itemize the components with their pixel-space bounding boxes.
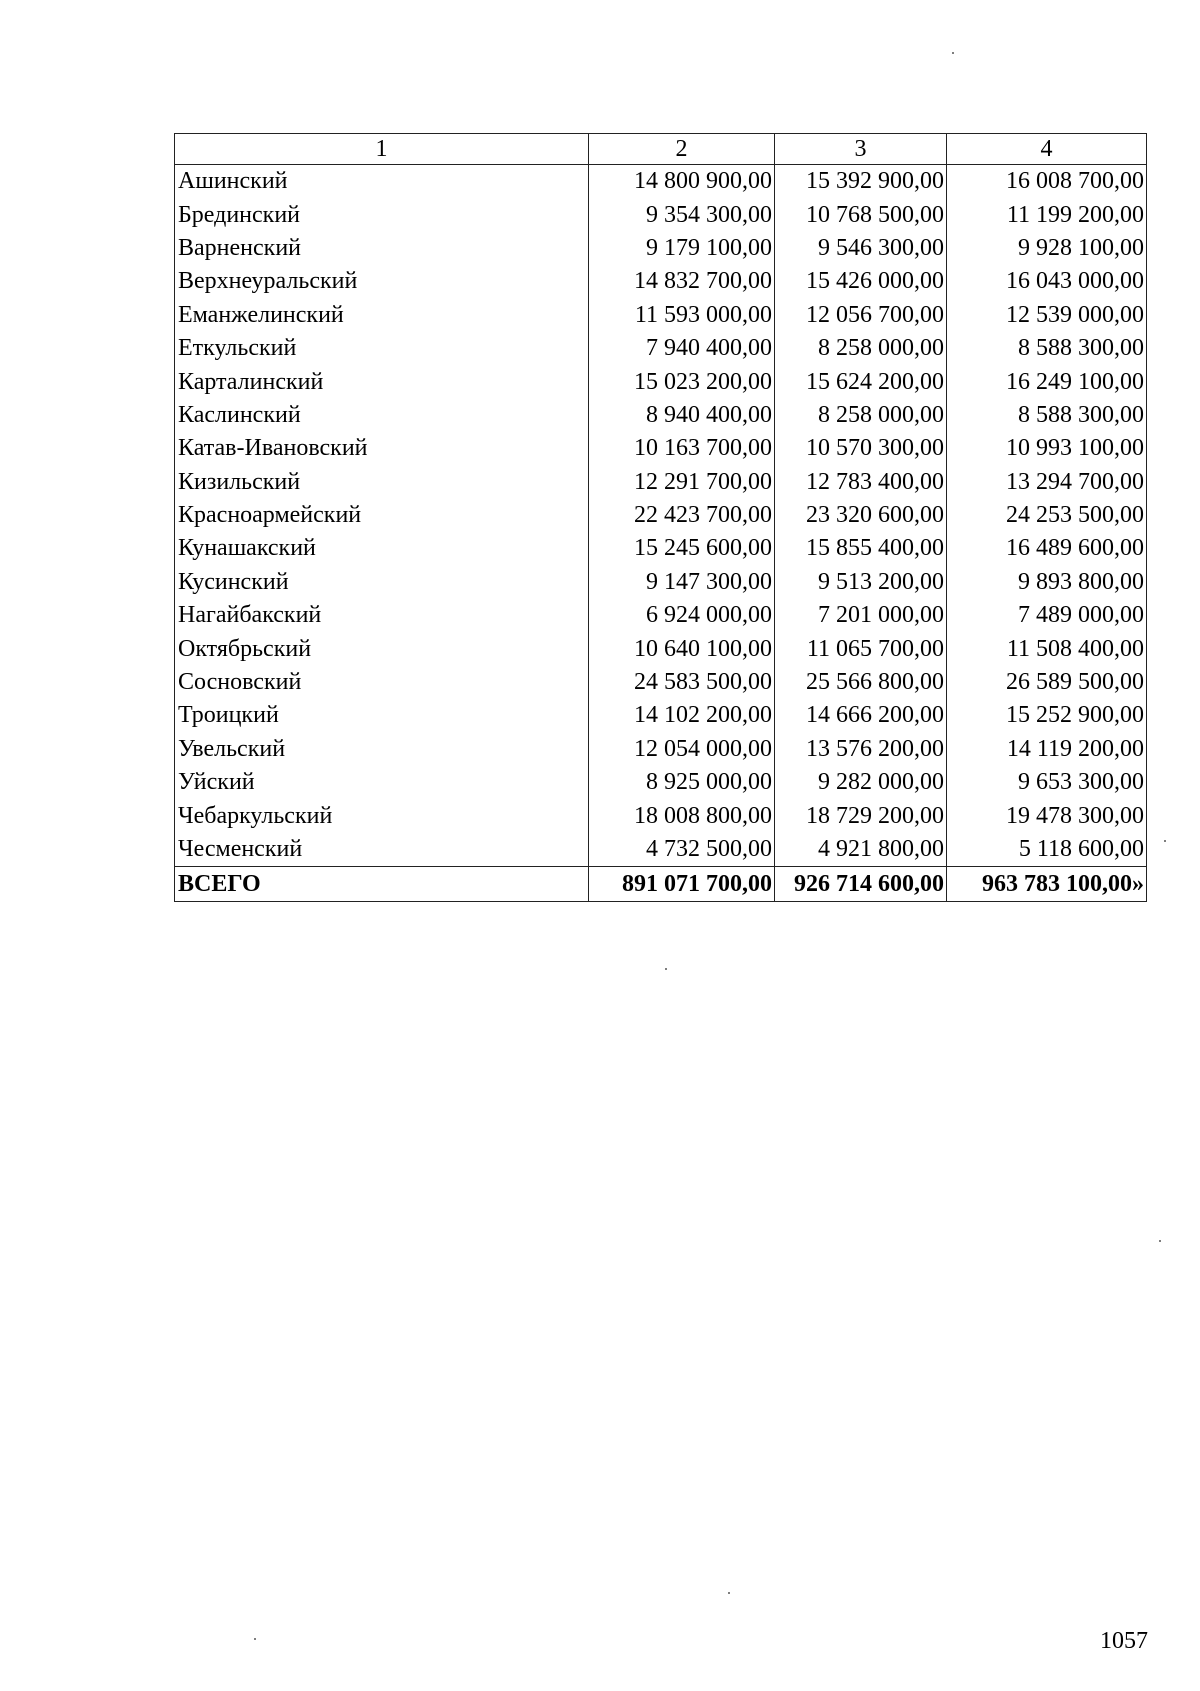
value-col2-cell: 8 940 400,00 (589, 399, 775, 432)
district-name-cell: Троицкий (175, 699, 589, 732)
value-col4-cell: 16 043 000,00 (947, 265, 1147, 298)
value-col2-cell: 10 640 100,00 (589, 632, 775, 665)
district-name-cell: Кусинский (175, 566, 589, 599)
value-col2-cell: 15 245 600,00 (589, 532, 775, 565)
table-row (175, 399, 1147, 432)
value-col2-cell: 12 291 700,00 (589, 466, 775, 499)
value-col3-cell: 13 576 200,00 (775, 733, 947, 766)
district-name-cell: Еткульский (175, 332, 589, 365)
value-col4-cell: 24 253 500,00 (947, 499, 1147, 532)
district-name-cell: Верхнеуральский (175, 265, 589, 298)
table-row (175, 365, 1147, 398)
value-col2-cell: 12 054 000,00 (589, 733, 775, 766)
table-row (175, 733, 1147, 766)
total-value-col2: 891 071 700,00 (589, 867, 775, 902)
value-col3-cell: 23 320 600,00 (775, 499, 947, 532)
district-name-cell: Нагайбакский (175, 599, 589, 632)
district-name-cell: Чебаркульский (175, 799, 589, 832)
value-col2-cell: 14 832 700,00 (589, 265, 775, 298)
value-col4-cell: 14 119 200,00 (947, 733, 1147, 766)
value-col2-cell: 11 593 000,00 (589, 299, 775, 332)
value-col4-cell: 13 294 700,00 (947, 466, 1147, 499)
value-col3-cell: 18 729 200,00 (775, 799, 947, 832)
value-col4-cell: 26 589 500,00 (947, 666, 1147, 699)
value-col2-cell: 7 940 400,00 (589, 332, 775, 365)
total-value-col3: 926 714 600,00 (775, 867, 947, 902)
table-row (175, 332, 1147, 365)
district-name-cell: Брединский (175, 198, 589, 231)
value-col3-cell: 11 065 700,00 (775, 632, 947, 665)
column-header-2: 2 (589, 134, 775, 165)
value-col2-cell: 14 102 200,00 (589, 699, 775, 732)
table-row (175, 466, 1147, 499)
scan-speck (1164, 840, 1166, 842)
value-col2-cell: 14 800 900,00 (589, 165, 775, 199)
total-value-col4: 963 783 100,00» (947, 867, 1147, 902)
value-col4-cell: 5 118 600,00 (947, 833, 1147, 867)
table-row (175, 566, 1147, 599)
scan-speck (254, 1638, 256, 1640)
value-col2-cell: 4 732 500,00 (589, 833, 775, 867)
value-col3-cell: 15 624 200,00 (775, 365, 947, 398)
district-name-cell: Карталинский (175, 365, 589, 398)
table-row (175, 165, 1147, 199)
total-label: ВСЕГО (175, 867, 589, 902)
value-col3-cell: 9 513 200,00 (775, 566, 947, 599)
value-col3-cell: 15 392 900,00 (775, 165, 947, 199)
value-col2-cell: 24 583 500,00 (589, 666, 775, 699)
table-row (175, 532, 1147, 565)
district-name-cell: Октябрьский (175, 632, 589, 665)
district-name-cell: Сосновский (175, 666, 589, 699)
table-row (175, 833, 1147, 867)
district-name-cell: Варненский (175, 232, 589, 265)
value-col4-cell: 8 588 300,00 (947, 332, 1147, 365)
scan-speck (665, 968, 667, 970)
value-col4-cell: 11 199 200,00 (947, 198, 1147, 231)
table-row (175, 632, 1147, 665)
value-col3-cell: 10 768 500,00 (775, 198, 947, 231)
value-col2-cell: 10 163 700,00 (589, 432, 775, 465)
budget-table (174, 133, 1147, 902)
table-row (175, 499, 1147, 532)
value-col4-cell: 16 489 600,00 (947, 532, 1147, 565)
scan-speck (1159, 1240, 1161, 1242)
value-col3-cell: 12 056 700,00 (775, 299, 947, 332)
value-col2-cell: 9 354 300,00 (589, 198, 775, 231)
value-col4-cell: 19 478 300,00 (947, 799, 1147, 832)
district-name-cell: Кунашакский (175, 532, 589, 565)
table-row (175, 799, 1147, 832)
value-col4-cell: 9 893 800,00 (947, 566, 1147, 599)
value-col3-cell: 4 921 800,00 (775, 833, 947, 867)
district-name-cell: Ашинский (175, 165, 589, 199)
value-col3-cell: 9 546 300,00 (775, 232, 947, 265)
value-col4-cell: 11 508 400,00 (947, 632, 1147, 665)
value-col3-cell: 7 201 000,00 (775, 599, 947, 632)
table-row (175, 232, 1147, 265)
table-row (175, 198, 1147, 231)
value-col2-cell: 9 179 100,00 (589, 232, 775, 265)
column-header-3: 3 (775, 134, 947, 165)
district-name-cell: Красноармейский (175, 499, 589, 532)
column-header-4: 4 (947, 134, 1147, 165)
table-row (175, 299, 1147, 332)
value-col2-cell: 9 147 300,00 (589, 566, 775, 599)
value-col4-cell: 15 252 900,00 (947, 699, 1147, 732)
value-col4-cell: 10 993 100,00 (947, 432, 1147, 465)
value-col3-cell: 9 282 000,00 (775, 766, 947, 799)
district-name-cell: Кизильский (175, 466, 589, 499)
value-col3-cell: 8 258 000,00 (775, 332, 947, 365)
table-row (175, 666, 1147, 699)
page-number: 1057 (1100, 1628, 1148, 1654)
column-header-1: 1 (175, 134, 589, 165)
scan-speck (728, 1592, 730, 1594)
value-col2-cell: 6 924 000,00 (589, 599, 775, 632)
value-col2-cell: 15 023 200,00 (589, 365, 775, 398)
district-name-cell: Чесменский (175, 833, 589, 867)
value-col3-cell: 12 783 400,00 (775, 466, 947, 499)
value-col3-cell: 10 570 300,00 (775, 432, 947, 465)
district-name-cell: Увельский (175, 733, 589, 766)
table-row (175, 766, 1147, 799)
district-name-cell: Катав-Ивановский (175, 432, 589, 465)
table-row (175, 432, 1147, 465)
value-col4-cell: 7 489 000,00 (947, 599, 1147, 632)
total-row (175, 867, 1147, 902)
scan-speck (952, 52, 954, 54)
value-col3-cell: 25 566 800,00 (775, 666, 947, 699)
value-col4-cell: 8 588 300,00 (947, 399, 1147, 432)
table-body (175, 165, 1147, 867)
table-row (175, 265, 1147, 298)
district-name-cell: Каслинский (175, 399, 589, 432)
value-col3-cell: 15 426 000,00 (775, 265, 947, 298)
value-col4-cell: 9 928 100,00 (947, 232, 1147, 265)
value-col3-cell: 8 258 000,00 (775, 399, 947, 432)
value-col4-cell: 16 249 100,00 (947, 365, 1147, 398)
value-col4-cell: 12 539 000,00 (947, 299, 1147, 332)
value-col2-cell: 18 008 800,00 (589, 799, 775, 832)
table-row (175, 599, 1147, 632)
value-col3-cell: 14 666 200,00 (775, 699, 947, 732)
district-name-cell: Еманжелинский (175, 299, 589, 332)
district-name-cell: Уйский (175, 766, 589, 799)
value-col3-cell: 15 855 400,00 (775, 532, 947, 565)
value-col4-cell: 16 008 700,00 (947, 165, 1147, 199)
column-number-row (175, 134, 1147, 165)
value-col2-cell: 22 423 700,00 (589, 499, 775, 532)
table-row (175, 699, 1147, 732)
value-col4-cell: 9 653 300,00 (947, 766, 1147, 799)
value-col2-cell: 8 925 000,00 (589, 766, 775, 799)
